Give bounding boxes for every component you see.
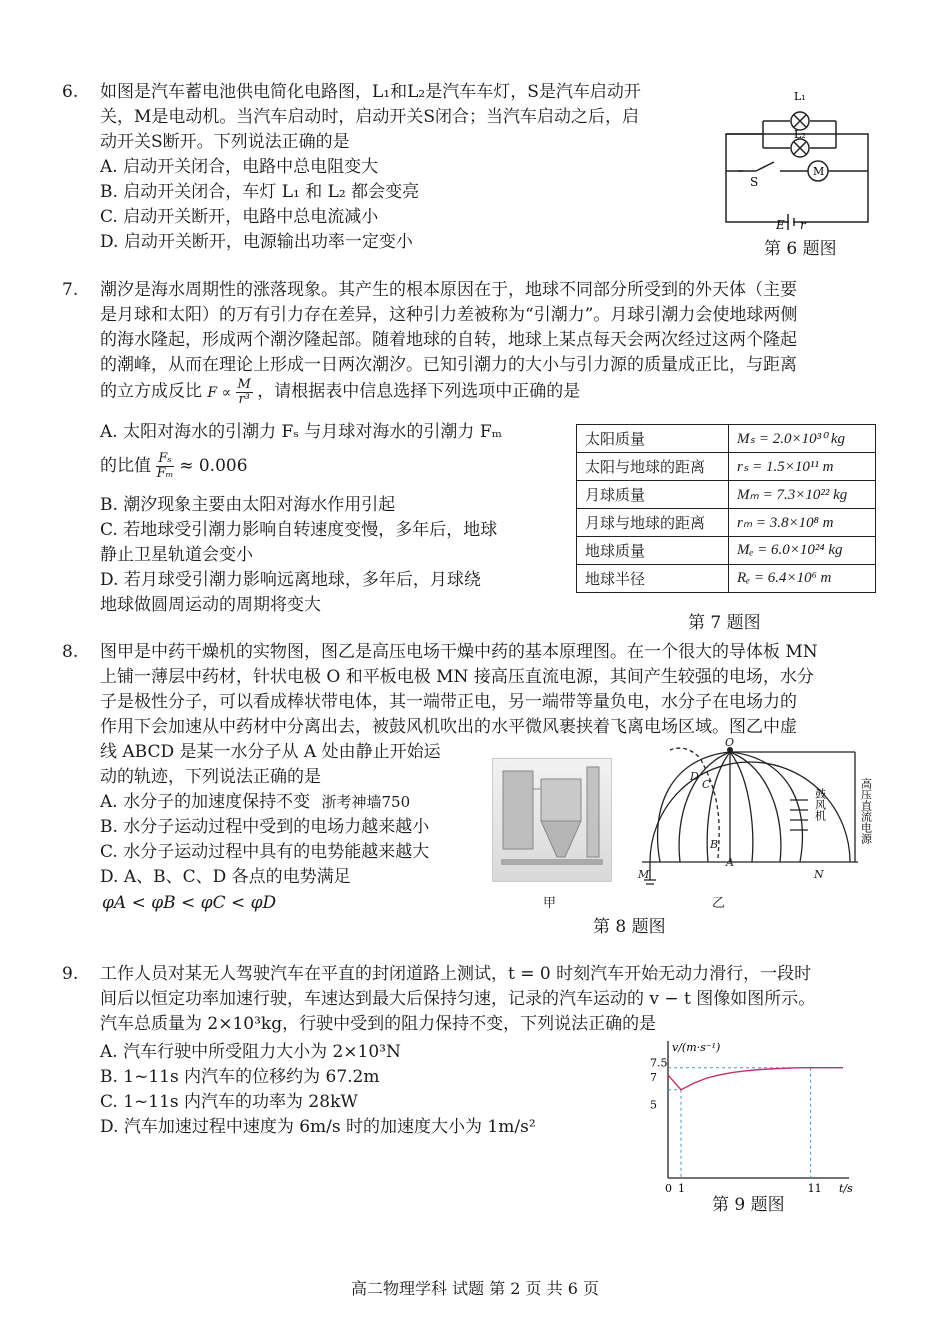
q7-option-a-value: ≈ 0.006 <box>179 456 248 476</box>
q6-number: 6. <box>62 82 79 102</box>
q7-stem-line: 潮汐是海水周期性的涨落现象。其产生的根本原因在于，地球不同部分所受到的外天体（主要 <box>100 280 797 300</box>
vt-curve <box>668 1068 843 1090</box>
table-value: Rₑ = 6.4×10⁶ m <box>729 565 876 593</box>
table-key: 地球质量 <box>577 537 729 565</box>
y-tick-label: 5 <box>650 1098 657 1112</box>
q7-option-a: A. 太阳对海水的引潮力 Fₛ 与月球对海水的引潮力 Fₘ <box>100 422 503 442</box>
q7-stem-text: 的立方成反比 <box>100 381 202 402</box>
q8-stem-line: 子是极性分子，可以看成棒状带电体，其一端带正电，另一端带等量负电，水分子在电场力的 <box>100 692 797 712</box>
x-tick-label: 1 <box>677 1182 685 1195</box>
q7-option-c: C. 若地球受引潮力影响自转速度变慢，多年后，地球 <box>100 520 498 540</box>
page-footer: 高二物理学科 试题 第 2 页 共 6 页 <box>351 1279 599 1298</box>
q8-label-jia: 甲 <box>543 896 557 911</box>
table-row <box>577 509 876 537</box>
q9-number: 9. <box>62 964 79 984</box>
q8-option-d: D. A、B、C、D 各点的电势满足 <box>100 867 351 887</box>
table-row <box>577 453 876 481</box>
table-key: 太阳质量 <box>577 425 729 453</box>
q8-label-blower: 鼓风机 <box>813 788 827 821</box>
table-key: 太阳与地球的距离 <box>577 453 729 481</box>
table-key: 地球半径 <box>577 565 729 593</box>
q7-frac-den: Fₘ <box>156 466 174 481</box>
q7-formula-den: r³ <box>238 392 250 407</box>
q6-label-s: S <box>750 175 759 189</box>
y-axis-label: v/(m·s⁻¹) <box>672 1041 721 1054</box>
q9-stem-line: 汽车总质量为 2×10³kg，行驶中受到的阻力保持不变，下列说法正确的是 <box>100 1014 657 1034</box>
table-row <box>577 425 876 453</box>
q6-option-a: A. 启动开关闭合，电路中总电阻变大 <box>100 157 379 177</box>
q9-option-c: C. 1~11s 内汽车的功率为 28kW <box>100 1092 358 1112</box>
q8-label-o: O <box>725 738 735 749</box>
q7-stem-line: 的潮峰，从而在理论上形成一日两次潮汐。已知引潮力的大小与引力源的质量成正比，与距离 <box>100 355 797 375</box>
q6-label-r: r <box>800 218 806 232</box>
q7-formula-frac <box>236 378 253 407</box>
q8-label-c: C <box>702 778 711 791</box>
q6-stem-line: 动开关S断开。下列说法正确的是 <box>100 132 350 152</box>
q7-formula-lhs: F ∝ <box>207 384 232 401</box>
x-tick-label: 11 <box>807 1182 822 1195</box>
q6-caption: 第 6 题图 <box>764 239 837 259</box>
q7-option-b: B. 潮汐现象主要由太阳对海水作用引起 <box>100 495 396 515</box>
q8-label-n: N <box>814 868 824 881</box>
table-value: Mₑ = 6.0×10²⁴ kg <box>729 537 876 565</box>
q8-label-b: B <box>710 838 719 851</box>
q8-stem-line: 上铺一薄层中药材，针状电极 O 和平板电极 MN 接高压直流电源，其间产生较强的电场，水分 <box>100 667 814 687</box>
q9-option-b: B. 1~11s 内汽车的位移约为 67.2m <box>100 1067 380 1087</box>
q7-stem-text: ，请根据表中信息选择下列选项中正确的是 <box>257 381 581 402</box>
q8-label-power: 高压直流电源 <box>859 778 873 844</box>
table-value: Mₘ = 7.3×10²² kg <box>729 481 876 509</box>
q7-option-d: D. 若月球受引潮力影响远离地球，多年后，月球绕 <box>100 570 481 590</box>
q8-option-a <box>100 790 410 814</box>
q6-option-d: D. 启动开关断开，电源输出功率一定变小 <box>100 232 413 252</box>
q8-option-c: C. 水分子运动过程中具有的电势能越来越大 <box>100 842 430 862</box>
q7-caption: 第 7 题图 <box>688 613 761 633</box>
q7-option-a-cont <box>100 452 248 481</box>
q8-caption: 第 8 题图 <box>593 917 666 937</box>
x-axis-label: t/s <box>839 1182 853 1195</box>
q8-stem-line: 动的轨迹，下列说法正确的是 <box>100 767 321 787</box>
x-tick-label: 0 <box>665 1182 672 1195</box>
table-value: Mₛ = 2.0×10³⁰ kg <box>729 425 876 453</box>
q8-field-diagram <box>630 738 880 888</box>
q9-option-a: A. 汽车行驶中所受阻力大小为 2×10³N <box>100 1042 401 1062</box>
q7-data-table <box>576 424 876 593</box>
q7-formula-num: M <box>237 377 251 392</box>
q8-label-yi: 乙 <box>712 896 726 911</box>
q7-stem-line-last <box>100 378 580 407</box>
q8-option-a-text: A. 水分子的加速度保持不变 <box>100 792 311 812</box>
table-value: rₘ = 3.8×10⁸ m <box>729 509 876 537</box>
q8-option-b: B. 水分子运动过程中受到的电场力越来越小 <box>100 817 430 837</box>
q8-label-d: D <box>690 770 699 783</box>
q7-option-a-text: 的比值 <box>100 456 151 476</box>
q9-option-d: D. 汽车加速过程中速度为 6m/s 时的加速度大小为 1m/s² <box>100 1117 536 1137</box>
q8-number: 8. <box>62 642 79 662</box>
q7-frac-num: Fₛ <box>158 451 172 466</box>
q9-stem-line: 工作人员对某无人驾驶汽车在平直的封闭道路上测试，t = 0 时刻汽车开始无动力滑行，一段时 <box>100 964 812 984</box>
q6-stem-line: 关，M是电动机。当汽车启动时，启动开关S闭合；当汽车启动之后，启 <box>100 107 640 127</box>
q7-stem-line: 是月球和太阳）的万有引力存在差异，这种引力差被称为“引潮力”。月球引潮力会使地球两侧 <box>100 305 798 325</box>
q7-stem-line: 的海水隆起，形成两个潮汐隆起部。随着地球的自转，地球上某点每天会两次经过这两个隆起 <box>100 330 797 350</box>
table-row <box>577 481 876 509</box>
dryer-machine-image <box>493 759 611 881</box>
q6-label-l2: L₂ <box>794 128 806 141</box>
table-key: 月球与地球的距离 <box>577 509 729 537</box>
q8-label-a: A <box>726 856 734 869</box>
q7-formula <box>207 377 257 407</box>
q9-stem-line: 间后以恒定功率加速行驶，车速达到最大后保持匀速，记录的汽车运动的 v − t 图像如图所示。 <box>100 989 816 1009</box>
y-tick-label: 7.5 <box>650 1056 668 1070</box>
y-tick-label: 7 <box>650 1071 657 1085</box>
q9-vt-chart <box>630 1038 855 1198</box>
table-value: rₛ = 1.5×10¹¹ m <box>729 453 876 481</box>
q9-caption: 第 9 题图 <box>712 1195 785 1215</box>
q6-label-e: E <box>776 218 785 232</box>
q8-option-d-formula: φA < φB < φC < φD <box>102 893 277 913</box>
table-row <box>577 565 876 593</box>
q8-stem-line: 作用下会加速从中药材中分离出去，被鼓风机吹出的水平微风裹挟着飞离电场区域。图乙中虚 <box>100 717 797 737</box>
q6-circuit-diagram <box>718 86 878 234</box>
q8-label-m: M <box>638 868 650 881</box>
q7-option-a-frac <box>156 452 173 481</box>
q8-stem-line: 线 ABCD 是某一水分子从 A 处由静止开始运 <box>100 742 441 762</box>
q6-label-l1: L₁ <box>794 90 806 103</box>
q6-option-c: C. 启动开关断开，电路中总电流减小 <box>100 207 379 227</box>
q6-label-m: M <box>813 165 825 178</box>
q7-option-d-cont: 地球做圆周运动的周期将变大 <box>100 595 321 615</box>
dryer-photo <box>492 758 612 882</box>
watermark-text: 浙考神墙750 <box>321 793 411 811</box>
q8-stem-line: 图甲是中药干燥机的实物图，图乙是高压电场干燥中药的基本原理图。在一个很大的导体板 MN <box>100 642 818 662</box>
q6-stem-line: 如图是汽车蓄电池供电简化电路图，L₁和L₂是汽车车灯，S是汽车启动开 <box>100 82 641 102</box>
q6-option-b: B. 启动开关闭合，车灯 L₁ 和 L₂ 都会变亮 <box>100 182 420 202</box>
q7-number: 7. <box>62 280 79 300</box>
table-row <box>577 537 876 565</box>
q7-option-c-cont: 静止卫星轨道会变小 <box>100 545 253 565</box>
table-key: 月球质量 <box>577 481 729 509</box>
